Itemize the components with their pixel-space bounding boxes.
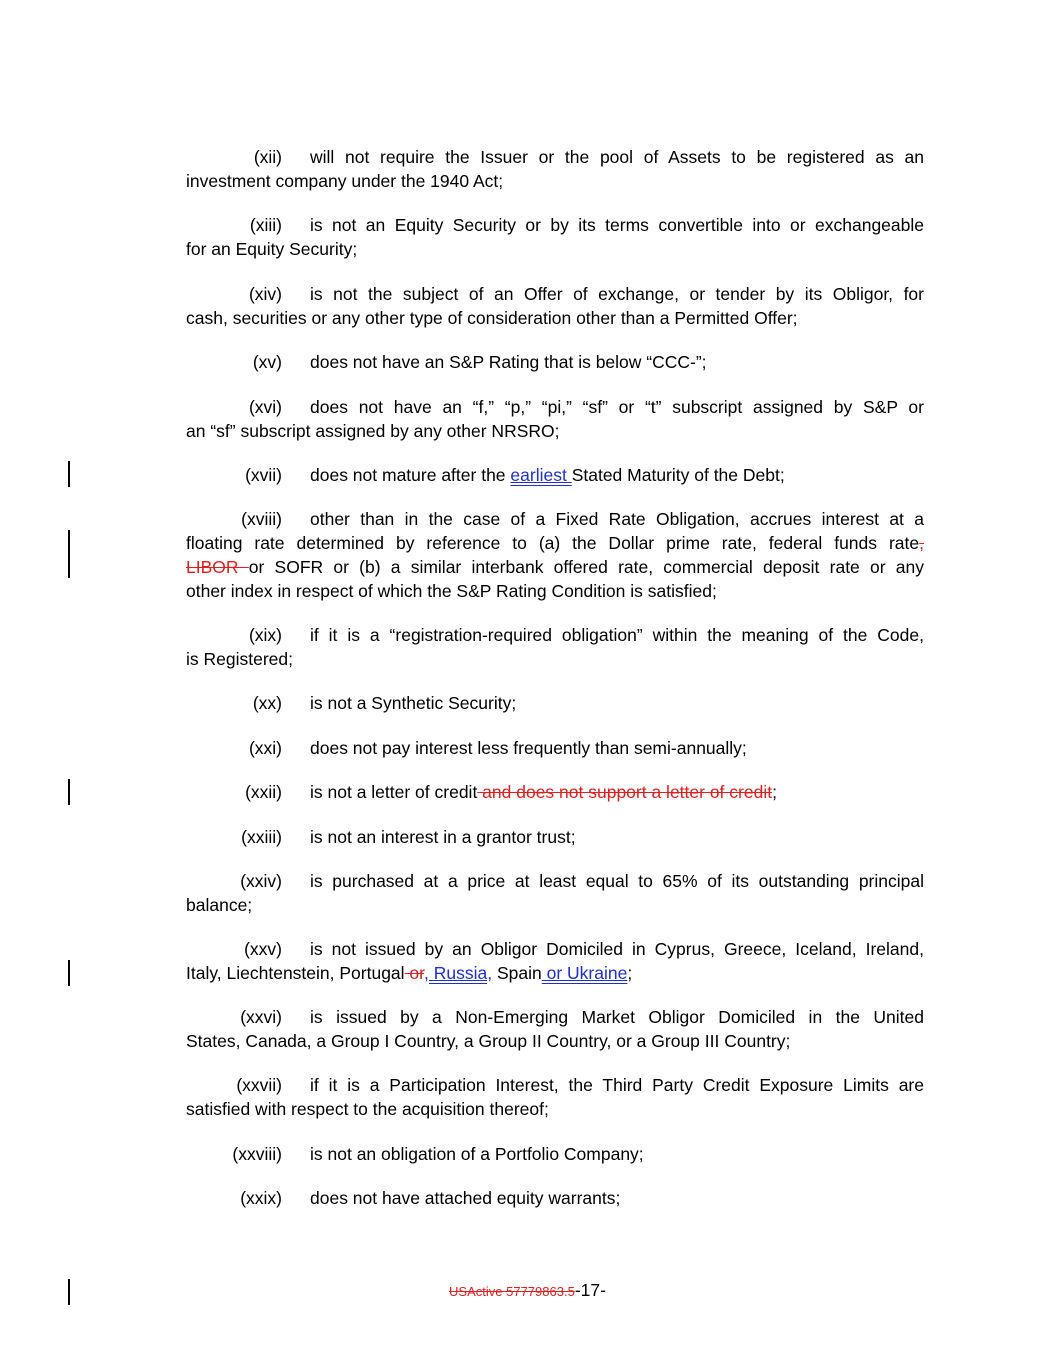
clause-text bbox=[186, 531, 924, 555]
clause-number: (xvi) bbox=[248, 397, 282, 417]
clause-number: (xxv) bbox=[244, 939, 282, 959]
page-number: -17- bbox=[574, 1280, 606, 1300]
clause-xiii bbox=[186, 213, 924, 261]
clause-text: does not have an “f,” “p,” “pi,” “sf” or “t” subscript assigned by S&P or bbox=[310, 397, 924, 417]
clause-xxii bbox=[186, 780, 924, 804]
clause-text: is Registered; bbox=[186, 649, 293, 669]
clause-xxvii bbox=[186, 1073, 924, 1121]
clause-text bbox=[186, 555, 924, 579]
clause-text: is purchased at a price at least equal to 65% of its outstanding principal bbox=[310, 871, 924, 891]
clause-text: other than in the case of a Fixed Rate Obligation, accrues interest at a bbox=[310, 509, 924, 529]
clause-xix bbox=[186, 623, 924, 671]
inserted-text: or Ukraine bbox=[541, 963, 628, 983]
page-footer bbox=[0, 1280, 1055, 1301]
clause-number: (xiii) bbox=[249, 215, 282, 235]
clause-xii bbox=[186, 145, 924, 193]
clause-text: investment company under the 1940 Act; bbox=[186, 171, 504, 191]
clause-text: balance; bbox=[186, 895, 253, 915]
clause-xxi bbox=[186, 736, 924, 760]
clause-number: (xxix) bbox=[240, 1188, 282, 1208]
clause-text: is issued by a Non-Emerging Market Obligor Domiciled in the United bbox=[310, 1007, 924, 1027]
clause-xxviii bbox=[186, 1142, 924, 1166]
clause-number: (xix) bbox=[248, 625, 282, 645]
clause-text: is not an obligation of a Portfolio Company; bbox=[310, 1144, 644, 1164]
clause-text: does not pay interest less frequently than semi-annually; bbox=[310, 738, 747, 758]
clause-number: (xxviii) bbox=[232, 1144, 282, 1164]
clause-text: will not require the Issuer or the pool of Assets to be registered as an bbox=[310, 147, 924, 167]
clause-number: (xv) bbox=[252, 352, 282, 372]
clause-text: other index in respect of which the S&P Rating Condition is satisfied; bbox=[186, 581, 717, 601]
clause-xvi bbox=[186, 395, 924, 443]
clause-xxiii bbox=[186, 825, 924, 849]
clause-number: (xvii) bbox=[245, 465, 282, 485]
clause-text bbox=[310, 463, 924, 487]
clause-xvii bbox=[186, 463, 924, 487]
deleted-text: and does not support a letter of credit bbox=[477, 782, 773, 802]
clause-xv bbox=[186, 350, 924, 374]
clause-xiv bbox=[186, 282, 924, 330]
clause-text: an “sf” subscript assigned by any other NRSRO; bbox=[186, 421, 560, 441]
clause-number: (xxvii) bbox=[236, 1075, 282, 1095]
doc-id: USActive 57779863.5 bbox=[449, 1284, 575, 1299]
text-run: does not mature after the bbox=[310, 465, 511, 485]
clause-text: does not have an S&P Rating that is below “CCC-”; bbox=[310, 352, 707, 372]
clause-text bbox=[310, 780, 924, 804]
deleted-text: LIBOR bbox=[186, 557, 249, 577]
text-run: Stated Maturity of the Debt; bbox=[571, 465, 785, 485]
change-bar bbox=[68, 461, 70, 487]
deleted-text: or bbox=[404, 963, 425, 983]
clause-xxv bbox=[186, 937, 924, 985]
change-bar bbox=[68, 779, 70, 805]
clause-text: satisfied with respect to the acquisition thereof; bbox=[186, 1099, 549, 1119]
clause-text: is not a Synthetic Security; bbox=[310, 693, 517, 713]
clause-number: (xxvi) bbox=[240, 1007, 282, 1027]
clause-xxix bbox=[186, 1186, 924, 1210]
clause-text: is not an interest in a grantor trust; bbox=[310, 827, 576, 847]
clause-text: is not issued by an Obligor Domiciled in Cyprus, Greece, Iceland, Ireland, bbox=[310, 939, 924, 959]
inserted-text: earliest bbox=[510, 465, 572, 485]
clause-xx bbox=[186, 691, 924, 715]
clause-text: if it is a “registration-required obligation” within the meaning of the Code, bbox=[310, 625, 924, 645]
inserted-text: , Russia, bbox=[424, 963, 493, 983]
text-run: or SOFR or (b) a similar interbank offered rate, commercial deposit rate or any bbox=[248, 557, 924, 577]
clause-xviii bbox=[186, 507, 924, 603]
clause-text bbox=[186, 961, 924, 985]
clause-number: (xxiv) bbox=[240, 871, 282, 891]
clause-text: is not an Equity Security or by its terms convertible into or exchangeable bbox=[310, 215, 924, 235]
clause-text: cash, securities or any other type of consideration other than a Permitted Offer; bbox=[186, 308, 798, 328]
clause-text: does not have attached equity warrants; bbox=[310, 1188, 621, 1208]
text-run: ; bbox=[772, 782, 777, 802]
text-run: ; bbox=[627, 963, 633, 983]
clause-number: (xxiii) bbox=[241, 827, 282, 847]
clause-number: (xxii) bbox=[245, 782, 282, 802]
clause-number: (xx) bbox=[252, 693, 282, 713]
clause-xxiv bbox=[186, 869, 924, 917]
change-bar bbox=[68, 960, 70, 986]
clause-xxvi bbox=[186, 1005, 924, 1053]
clause-number: (xxi) bbox=[248, 738, 282, 758]
deleted-text: , bbox=[919, 533, 924, 553]
text-run: Italy, Liechtenstein, Portugal bbox=[186, 963, 405, 983]
clause-text: if it is a Participation Interest, the Third Party Credit Exposure Limits are bbox=[310, 1075, 924, 1095]
clause-text: States, Canada, a Group I Country, a Group II Country, or a Group III Country; bbox=[186, 1031, 791, 1051]
clause-number: (xviii) bbox=[241, 509, 282, 529]
text-run: floating rate determined by reference to (a) the Dollar prime rate, federal funds rate bbox=[186, 533, 920, 553]
clause-text: for an Equity Security; bbox=[186, 239, 358, 259]
clause-number: (xii) bbox=[253, 147, 282, 167]
text-run: Spain bbox=[492, 963, 542, 983]
clause-number: (xiv) bbox=[248, 284, 282, 304]
text-run: is not a letter of credit bbox=[310, 782, 478, 802]
clause-text: is not the subject of an Offer of exchange, or tender by its Obligor, for bbox=[310, 284, 924, 304]
change-bar bbox=[68, 530, 70, 578]
